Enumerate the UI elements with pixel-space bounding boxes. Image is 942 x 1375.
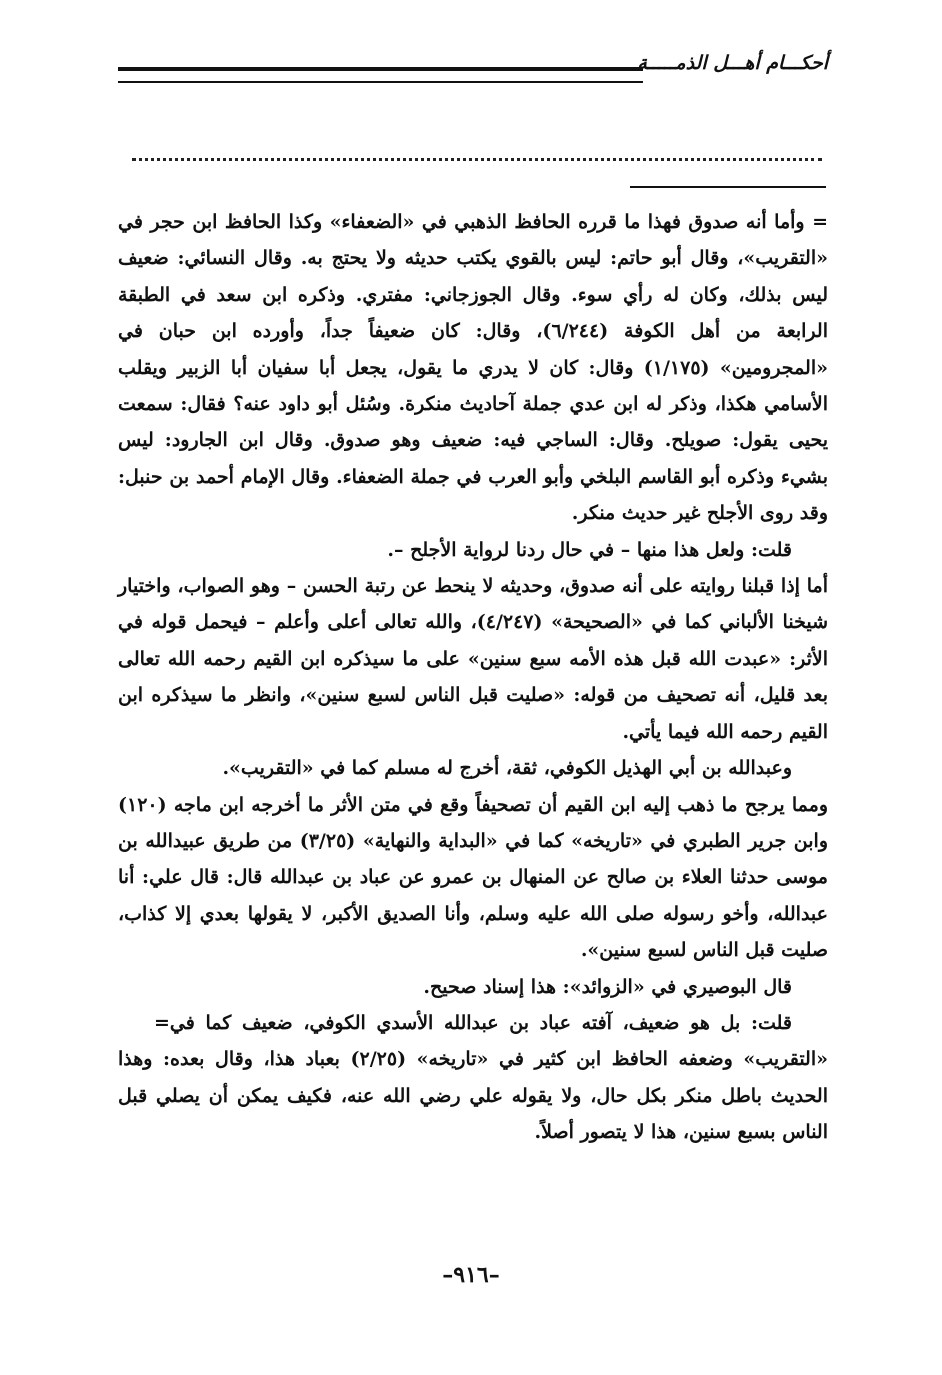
running-header [118,52,828,92]
paragraph [118,1005,828,1151]
header-rule [118,67,643,83]
paragraph: وعبدالله بن أبي الهذيل الكوفي، ثقة، أخرج له مسلم كما في «التقريب». [222,757,792,780]
footnote-rule [630,186,826,188]
paragraph: أما إذا قبلنا روايته على أنه صدوق، وحديثه لا ينحط عن رتبة الحسن – وهو الصواب، واختيار شيخنا الألباني كما في «الصحيحة» (٤/٢٤٧)، والله تعالى أعلى وأعلم – فيحمل قوله في الأثر: «عبدت الله قبل هذه الأمه سبع سنين» على ما سيذكره ابن القيم رحمه الله تعالى بعد قليل، أنه تصحيف من قوله: «صليت قبل الناس لسبع سنين»، وانظر ما سيذكره ابن القيم رحمه الله فيما يأتي. [118,575,828,743]
page-number: –٩١٦– [442,1262,500,1288]
paragraph: قلت: ولعل هذا منها – في حال ردنا لرواية الأجلح –. [387,538,792,561]
continuation-mark: = [154,1011,170,1034]
paragraph: ومما يرجح ما ذهب إليه ابن القيم أن تصحيفاً وقع في متن الأثر ما أخرجه ابن ماجه (١٢٠) وابن جرير الطبري في «تاريخه» كما في «البداية والنهاية» (٣/٢٥) من طريق عبيدالله بن موسى حدثنا العلاء بن صالح عن المنهال بن عمرو عن عباد بن عبدالله قال: قال علي: أنا عبدالله، وأخو رسوله صلى الله عليه وسلم، وأنا الصديق الأكبر، لا يقولها بعدي إلا كذاب، صليت قبل الناس لسبع سنين». [118,793,828,962]
book-title: أحكـــام أهـــل الذمـــــة [637,52,828,74]
dotted-separator [132,146,822,161]
paragraph-text: قلت: بل هو ضعيف، آفته عباد بن عبدالله الأسدي الكوفي، ضعيف كما في «التقريب» وضعفه الحافظ ابن كثير في «تاريخه» (٢/٢٥) بعباد هذا، وقال بعده: وهذا الحديث باطل منكر بكل حال، ولا يقوله علي رضي الله عنه، فكيف يمكن أن يصلي قبل الناس بسبع سنين، هذا لا يتصور أصلاً. [118,1011,828,1144]
paragraph: = وأما أنه صدوق فهذا ما قرره الحافظ الذهبي في «الضعفاء» وكذا الحافظ ابن حجر في «التقريب»، وقال أبو حاتم: ليس بالقوي يكتب حديثه ولا يحتج به. وقال النسائي: ضعيف ليس بذلك، وكان له رأي سوء. وقال الجوزجاني: مفتري. وذكره ابن سعد في الطبقة الرابعة من أهل الكوفة (٦/٢٤٤)، وقال: كان ضعيفاً جداً، وأورده ابن حبان في «المجرومين» (١/١٧٥) وقال: كان لا يدري ما يقول، يجعل أبا سفيان أبا الزبير ويقلب الأسامي هكذا، وذكر له ابن عدي جملة آحاديث منكرة. وسُئل أبو داود عنه؟ فقال: سمعت يحيى يقول: صويلح. وقال: الساجي فيه: ضعيف وهو صدوق. وقال ابن الجارود: ليس بشيء وذكره أبو القاسم البلخي وأبو العرب في جملة الضعفاء. وقال الإمام أحمد بن حنبل: وقد روى الأجلح غير حديث منكر. [118,211,828,525]
paragraph: قال البوصيري في «الزوائد»: هذا إسناد صحيح. [423,975,792,998]
footnote-text [118,204,828,1151]
